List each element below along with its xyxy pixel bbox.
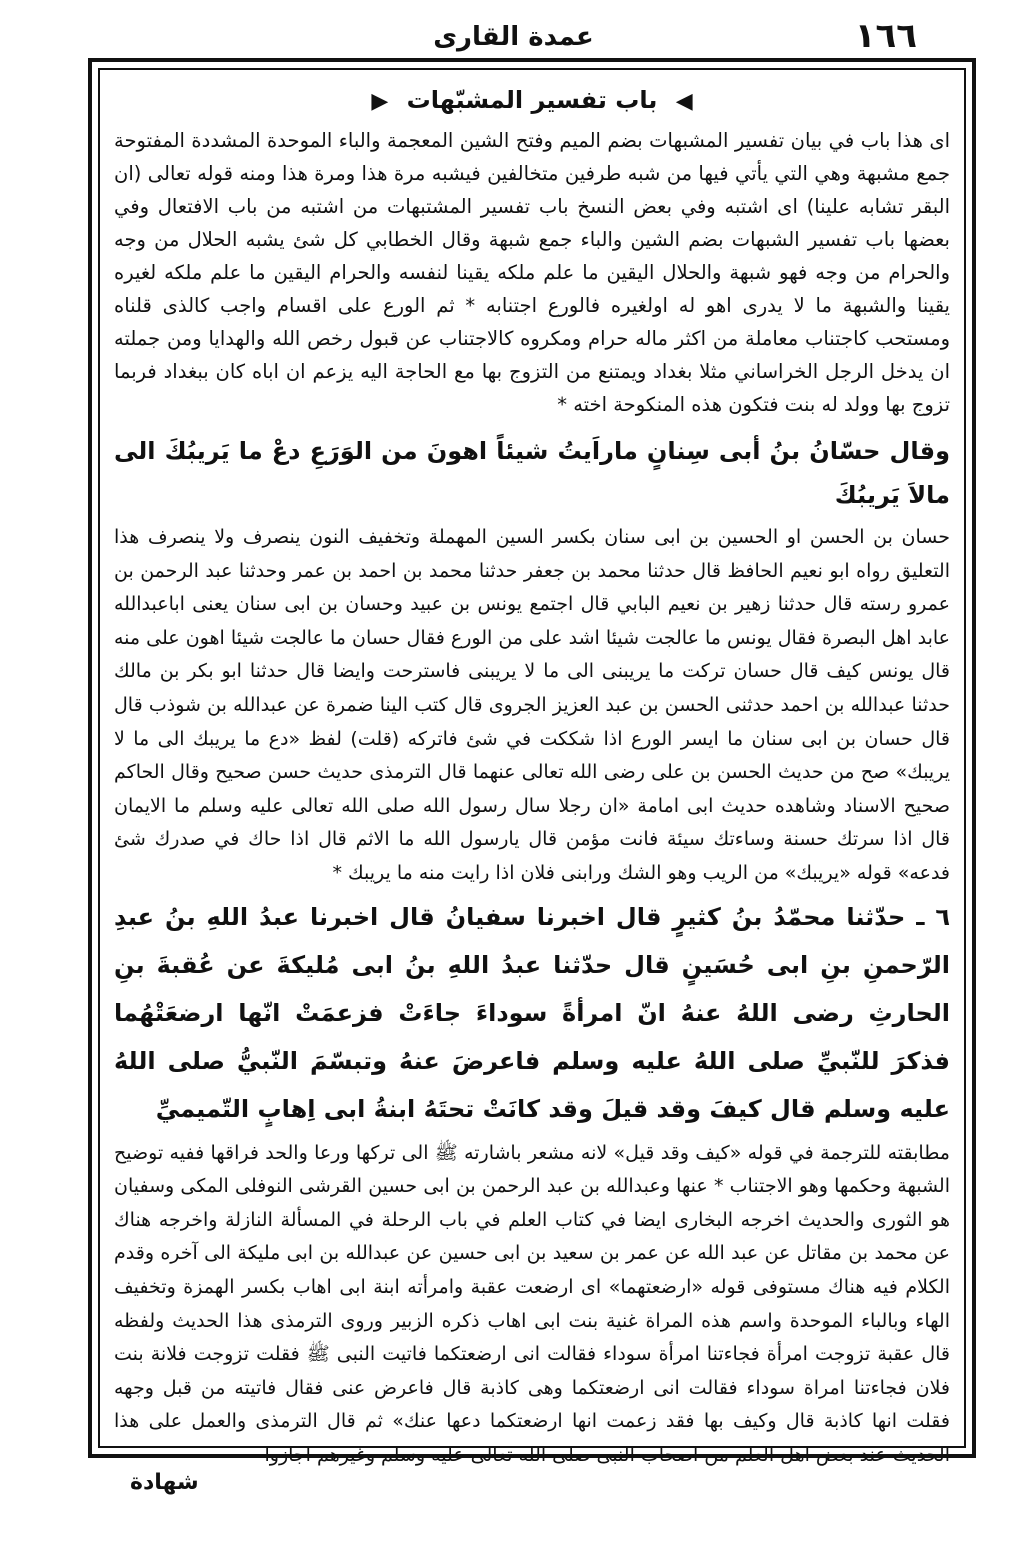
running-title: عمدة القاری bbox=[433, 22, 594, 52]
hadith-2-text: حدّثنا محمّدُ بنُ كثيرٍ قال اخبرنا سفيانُ قال اخبرنا عبدُ اللهِ بنُ عبدِ الرّحمنِ بنِ ابى حُسَينٍ قال حدّثنا عبدُ اللهِ بنُ ابى مُليكةَ عن عُقبةَ بنِ الحارثِ رضى اللهُ عنهُ انّ امرأةً سوداءَ جاءَتْ فزعمَتْ انّها ارضعَتْهُما فذكرَ للنّبيِّ صلى اللهُ عليه وسلم فاعرضَ عنهُ وتبسّمَ النّبيُّ صلى اللهُ عليه وسلم قال كيفَ وقد قيلَ وقد كانَتْ تحتَهُ ابنةُ ابى اِهابٍ التّميميِّ bbox=[114, 902, 950, 1123]
heading-ornament-left: ▶ bbox=[371, 89, 389, 114]
hadith-2-block bbox=[114, 893, 950, 1133]
hadith-1-text: وقال حسّانُ بنُ أبى سِنانٍ ماراَيتُ شيئاً اهونَ من الوَرَعِ دعْ ما يَريبُكَ الى مالاَ يَريبُكَ bbox=[114, 437, 950, 509]
hadith-1-commentary: حسان بن الحسن او الحسين بن ابى سنان بكسر السين المهملة وتخفيف النون ينصرف ولا ينصرف هذا التعليق رواه ابو نعيم الحافظ قال حدثنا محمد بن جعفر حدثنا محمد بن احمد بن عمر وحدثنا عبد الرحمن بن عمرو رسته قال حدثنا زهير بن نعيم البابي قال اجتمع يونس بن عبيد وحسان بن ابى سنان يعنى اباعبدالله عابد اهل البصرة فقال يونس ما عالجت شيئا اشد على من الورع فقال حسان ما عالجت شيئا اهون على منه قال يونس كيف قال حسان تركت ما يريبنى الى ما لا يريبنى فاسترحت وايضا قال حدثنا ابو بكر بن مالك حدثنا عبدالله بن احمد حدثنى الحسن بن عبد العزيز الجروى قال كتب الينا ضمرة عن عبدالله بن شوذب قال قال حسان بن ابى سنان ما ايسر الورع اذا شككت في شئ فاتركه (قلت) لفظ «دع ما يريبك الى ما لا يريبك» صح من حديث الحسن بن على رضى الله تعالى عنهما قال الترمذى حديث حسن صحيح وقال الحاكم صحيح الاسناد وشاهده حديث ابى امامة «ان رجلا سال رسول الله صلى الله تعالى عليه وسلم ما الايمان قال اذا سرتك حسنة وساءتك سيئة فانت مؤمن قال يارسول الله ما الاثم قال اذا حاك في صدرك شئ فدعه» قوله «يريبك» من الريب وهو الشك ورابنى فلان اذا رايت منه ما يريبك * bbox=[114, 526, 950, 884]
hadith-number: ٦ ـ bbox=[916, 902, 950, 931]
heading-ornament-right: ◀ bbox=[675, 89, 693, 114]
section-heading bbox=[114, 86, 950, 114]
page-frame bbox=[88, 58, 976, 1466]
section-heading-text: باب تفسير المشبّهات bbox=[406, 86, 658, 114]
text-area bbox=[98, 68, 966, 1466]
page-number: ١٦٦ bbox=[854, 16, 917, 56]
hadith-2-commentary: مطابقته للترجمة في قوله «كيف وقد قيل» لانه مشعر باشارته ﷺ الى تركها ورعا والحد فراقها ففيه توضيح الشبهة وحكمها وهو الاجتناب * عنها وعبدالله بن عبد الرحمن بن ابى حسين القرشى النوفلى المكى وسفيان هو الثورى والحديث اخرجه البخارى ايضا في كتاب العلم في باب الرحلة في المسألة النازلة واخرجه هناك عن محمد بن مقاتل عن عبد الله عن عمر بن سعيد بن ابى حسين عن عبدالله بن ابى مليكة الى آخره وقدم الكلام فيه هناك مستوفى قوله «ارضعتهما» اى ارضعت عقبة وامرأته ابنة ابى اهاب بكسر الهمزة وتخفيف الهاء وبالباء الموحدة واسم هذه المراة غنية بنت ابى اهاب ذكره الزبير وروى الترمذى هذا الحديث ولفظه قال عقبة تزوجت امرأة فجاءتنا امرأة سوداء فقالت انى ارضعتكما فاتيت النبى ﷺ فقلت تزوجت فلانة بنت فلان فجاءتنا امراة سوداء فقالت انى ارضعتكما وهى كاذبة قال فاعرض عنى فقال فاتيته من قبل وجهه فقلت انها كاذبة قال وكيف بها فقد زعمت انها ارضعتكما دعها عنك» ثم قال الترمذى والعمل على هذا الحديث عند بعض اهل العلم من اصحاب النبى صلى الله تعالى عليه وسلم وغيرهم اجازوا bbox=[114, 1141, 950, 1466]
intro-paragraph: اى هذا باب في بيان تفسير المشبهات بضم الميم وفتح الشين المعجمة والباء الموحدة المشددة المفتوحة جمع مشبهة وهي التي يأتي فيها من شبه طرفين متخالفين فيشبه مرة هذا ومرة هذا ومنه قوله تعالى (ان البقر تشابه علينا) اى اشتبه وفي بعض النسخ باب تفسير المشتبهات من اشتبه من باب الافتعال وفي بعضها باب تفسير الشبهات بضم الشين والباء جمع شبهة وقال الخطابي كل شئ يشبه الحلال من وجه والحرام من وجه فهو شبهة والحلال اليقين ما علم ملكه يقينا لنفسه والحرام اليقين ما علم ملكه لغيره يقينا والشبهة ما لا يدرى اهو له اولغيره فالورع اجتنابه * ثم الورع على اقسام واجب كالذى قلناه ومستحب كاجتناب معاملة من اكثر ماله حرام ومكروه كالاجتناب عن قبول رخص الله والهدايا ومن جملته ان يدخل الرجل الخراساني مثلا بغداد ويمتنع من التزوج بها مع الحاجة اليه يزعم ان اباه كان ببغداد فربما تزوج بها وولد له بنت فتكون هذه المنكوحة اخته * bbox=[114, 129, 950, 416]
catchword: شهادة bbox=[130, 1470, 199, 1495]
